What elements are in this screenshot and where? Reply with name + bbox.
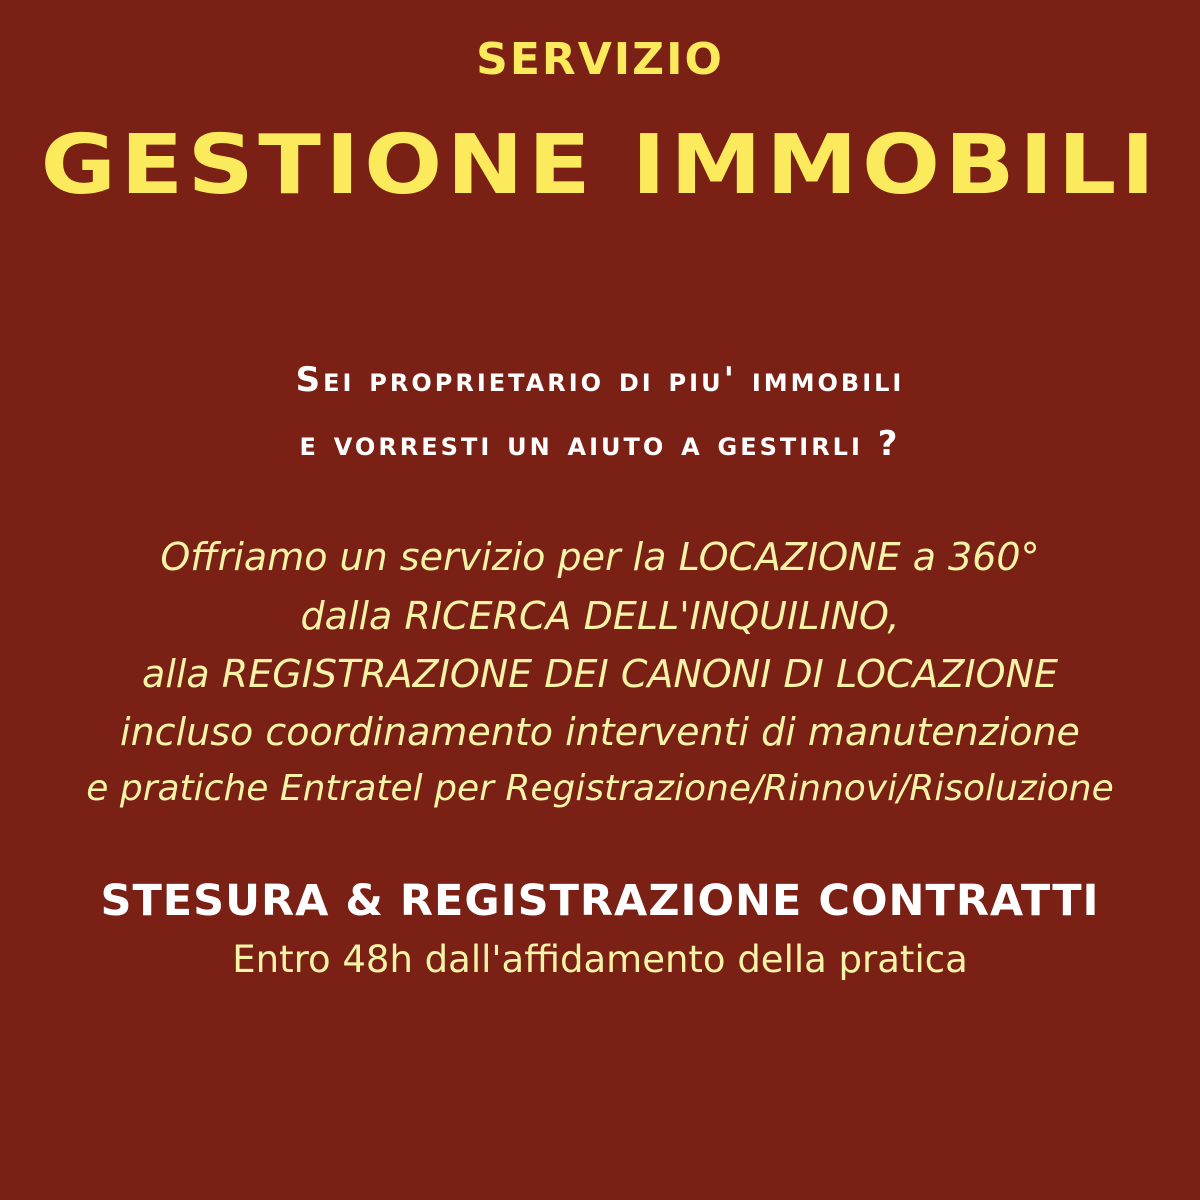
offer-line-5: e pratiche Entratel per Registrazione/Rinnovi/Risoluzione [86,768,1114,809]
offer-line-2: dalla RICERCA DELL'INQUILINO, [300,594,900,638]
question-line-1: Sei proprietario di piu' immobili [295,360,905,400]
offer-line-4: incluso coordinamento interventi di manutenzione [120,710,1080,754]
contracts-heading: STESURA & REGISTRAZIONE CONTRATTI [100,876,1100,926]
question-line-2: e vorresti un aiuto a gestirli ? [299,424,901,464]
offer-line-3: alla REGISTRAZIONE DEI CANONI DI LOCAZIONE [142,652,1058,696]
contracts-deadline: Entro 48h dall'affidamento della pratica [232,938,968,981]
service-title: GESTIONE IMMOBILI [40,118,1160,213]
offer-line-1: Offriamo un servizio per la LOCAZIONE a 360° [160,535,1040,579]
service-kicker: SERVIZIO [476,34,724,85]
